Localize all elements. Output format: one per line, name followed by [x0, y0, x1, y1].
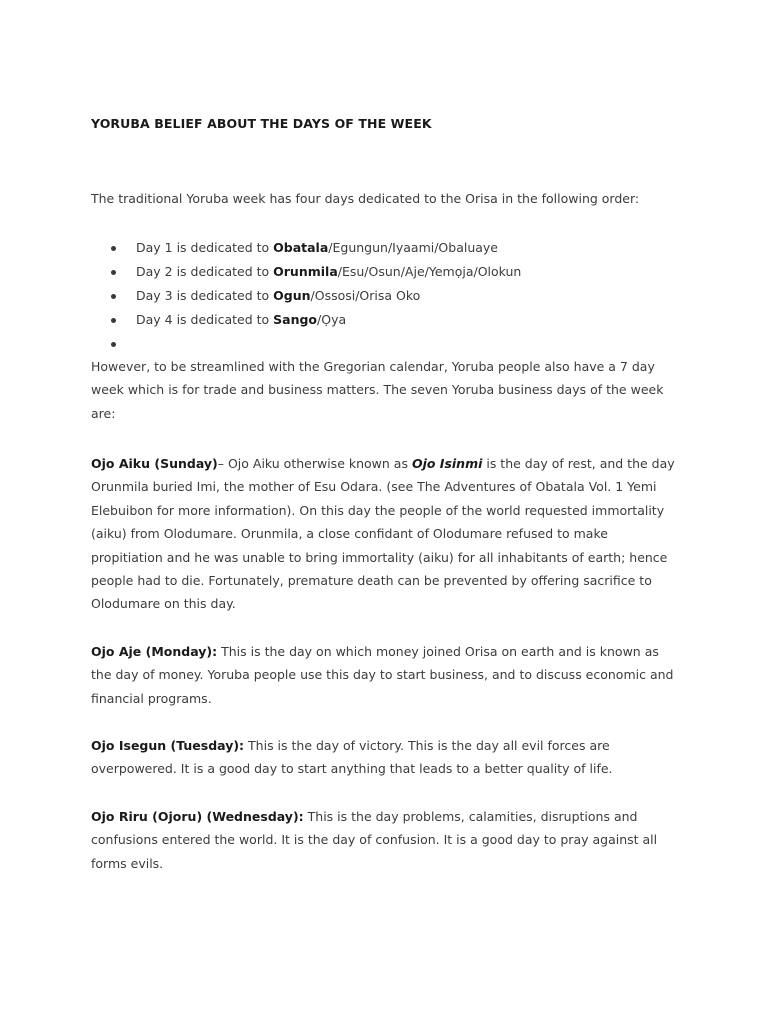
orisa-other-names: /Esu/Osun/Aje/Yemọja/Olokun	[337, 264, 522, 279]
bullet-icon	[111, 270, 116, 275]
day-description: This is the day problems, calamities, disruptions and confusions entered the world. It is the day of confusion. It is a good day to pray against all forms evils.	[91, 809, 658, 871]
day-alternate-name: Ojo Isinmi	[411, 456, 483, 471]
bullet-icon	[111, 342, 116, 347]
bullet-icon	[111, 246, 116, 251]
list-item-empty	[109, 332, 521, 356]
list-item	[109, 260, 521, 284]
day-entry-tuesday	[91, 734, 681, 781]
orisa-day-prefix: Day 4 is dedicated to	[136, 312, 274, 327]
day-description: is the day of rest, and the day Orunmila buried Imi, the mother of Esu Odara. (see The Adventures of Obatala Vol. 1 Yemi Elebuibon for more information). On this day the people of the world requested immortality (aiku) from Olodumare. Orunmila, a close confidant of Olodumare refused to make propitiation and he was unable to bring immortality (aiku) for all inhabitants of earth; hence people had to die. Fortunately, premature death can be prevented by offering sacrifice to Olodumare on this day.	[91, 456, 675, 612]
bullet-icon	[111, 318, 116, 323]
list-item	[109, 236, 521, 260]
day-description: – Ojo Aiku otherwise known as	[217, 456, 412, 471]
day-label: Ojo Riru (Ojoru) (Wednesday):	[91, 809, 304, 824]
orisa-day-prefix: Day 3 is dedicated to	[136, 288, 274, 303]
gregorian-paragraph: However, to be streamlined with the Gregorian calendar, Yoruba people also have a 7 day week which is for trade and business matters. The seven Yoruba business days of the week are:	[91, 359, 664, 421]
orisa-days-list	[109, 236, 521, 356]
orisa-day-prefix: Day 2 is dedicated to	[136, 264, 274, 279]
day-entry-sunday	[91, 452, 681, 616]
day-description: This is the day on which money joined Orisa on earth and is known as the day of money. Yoruba people use this day to start business, and to discuss economic and financial programs.	[91, 644, 674, 706]
list-item	[109, 308, 521, 332]
day-label: Ojo Aiku (Sunday)	[91, 456, 218, 471]
orisa-primary-name: Orunmila	[273, 264, 338, 279]
day-description: This is the day of victory. This is the day all evil forces are overpowered. It is a good day to start anything that leads to a better quality of life.	[91, 738, 613, 777]
document-title: YORUBA BELIEF ABOUT THE DAYS OF THE WEEK	[91, 116, 432, 131]
orisa-other-names: /Egungun/Iyaami/Obaluaye	[328, 240, 499, 255]
orisa-primary-name: Sango	[273, 312, 318, 327]
day-entry-monday	[91, 640, 681, 710]
orisa-primary-name: Obatala	[273, 240, 329, 255]
day-label: Ojo Aje (Monday):	[91, 644, 218, 659]
orisa-primary-name: Ogun	[273, 288, 311, 303]
orisa-day-prefix: Day 1 is dedicated to	[136, 240, 274, 255]
day-label: Ojo Isegun (Tuesday):	[91, 738, 245, 753]
intro-paragraph: The traditional Yoruba week has four days dedicated to the Orisa in the following order:	[91, 191, 640, 206]
bullet-icon	[111, 294, 116, 299]
list-item	[109, 284, 521, 308]
orisa-other-names: /Ossosi/Orisa Oko	[310, 288, 421, 303]
orisa-other-names: /Ọya	[317, 312, 347, 327]
day-entry-wednesday	[91, 805, 681, 875]
